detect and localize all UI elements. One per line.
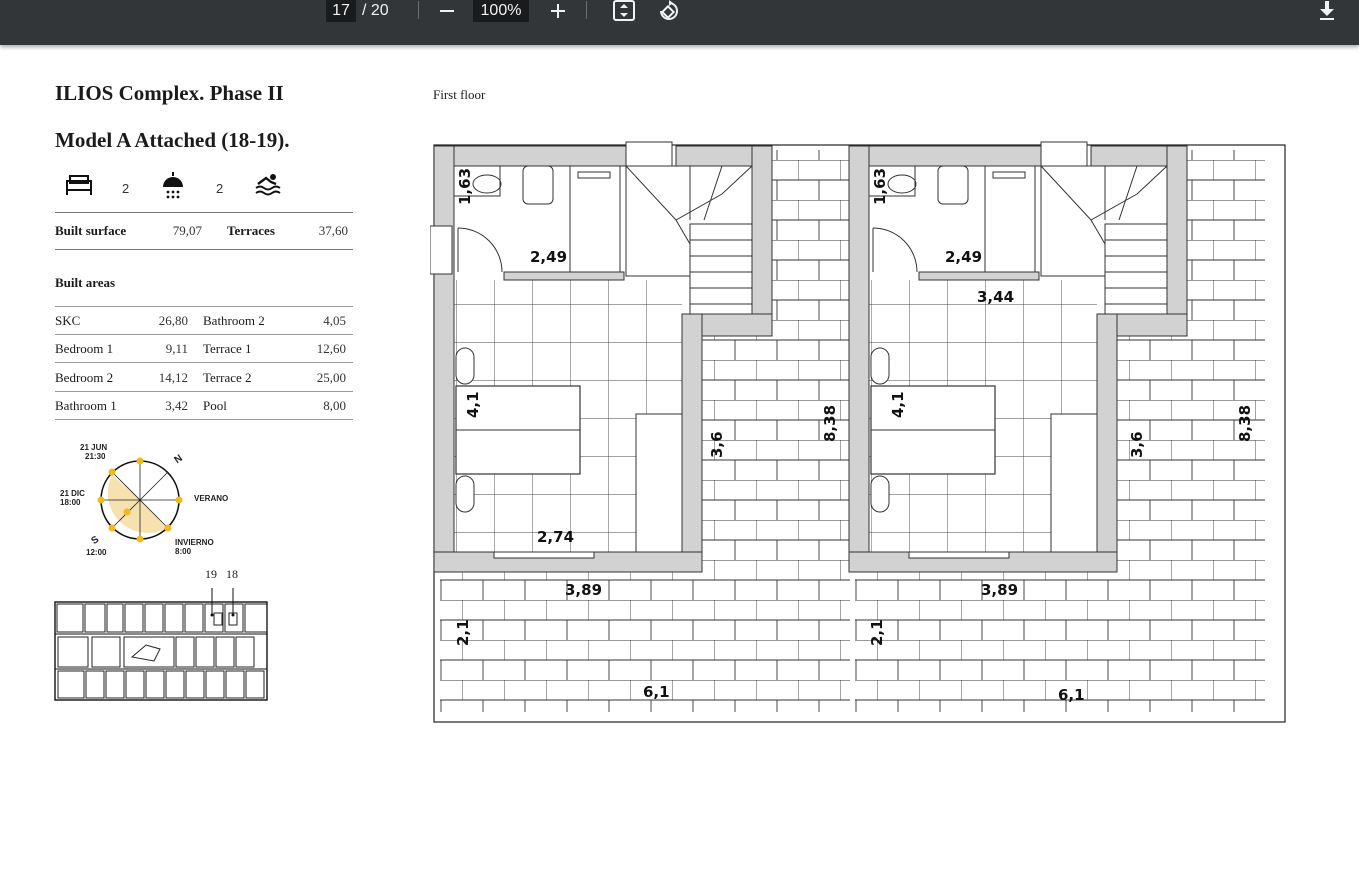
bed-icon: [64, 172, 94, 198]
sun-marker: [109, 525, 116, 532]
terraces-label: Terraces: [227, 223, 275, 238]
area-label: Bathroom 1: [55, 398, 117, 413]
area-value: 8,00: [323, 398, 346, 413]
sun-label: 21 DIC: [60, 489, 85, 498]
table-divider: [55, 334, 353, 335]
fit-page-icon: [612, 0, 636, 22]
dimension-label: 3,89: [565, 581, 603, 599]
page-total: / 20: [362, 2, 389, 19]
table-divider: [55, 362, 353, 363]
dimension-label: 6,1: [643, 683, 670, 701]
dimension-label: 1,63: [456, 167, 474, 205]
area-label: Pool: [203, 398, 227, 413]
area-value: 14,12: [158, 370, 188, 385]
dimension-label: 2,74: [537, 528, 575, 546]
north-label: N: [172, 452, 185, 467]
built-surface-value: 79,07: [172, 223, 202, 238]
zoom-out-icon: [438, 2, 456, 20]
sun-label: 21 JUN: [80, 443, 108, 452]
sun-marker: [137, 536, 144, 543]
dimension-label: 4,1: [889, 391, 907, 418]
area-label: Terrace 2: [203, 370, 252, 385]
divider: [55, 249, 353, 250]
unit-number-label: 18: [226, 567, 238, 581]
sun-marker: [124, 509, 131, 516]
area-value: 25,00: [316, 370, 346, 385]
bedrooms-count: 2: [122, 181, 130, 196]
toolbar-divider: [418, 1, 419, 19]
model-title: Model A Attached (18-19).: [55, 128, 290, 152]
dimension-label: 2,1: [868, 619, 886, 646]
pdf-toolbar: [0, 0, 1359, 45]
area-value: 4,05: [323, 313, 346, 328]
zoom-in-icon: [549, 2, 567, 20]
sun-label: 18:00: [60, 498, 81, 507]
sun-label: INVIERNO: [175, 538, 214, 547]
sun-marker: [98, 497, 105, 504]
divider: [55, 212, 353, 213]
area-label: SKC: [55, 313, 81, 328]
table-divider: [55, 306, 353, 307]
table-divider: [55, 419, 353, 420]
rotate-icon: [656, 0, 682, 23]
dimension-label: 2,49: [945, 248, 983, 266]
sun-marker: [176, 497, 183, 504]
sun-label: 8:00: [175, 547, 192, 556]
terraces-value: 37,60: [318, 223, 348, 238]
dimension-label: 6,1: [1058, 686, 1085, 704]
dimension-label: 4,1: [464, 391, 482, 418]
built-surface-label: Built surface: [55, 223, 127, 238]
area-value: 12,60: [316, 341, 346, 356]
dimension-label: 3,6: [708, 431, 726, 458]
dimension-label: 3,44: [977, 288, 1015, 306]
dimension-label: 2,1: [454, 619, 472, 646]
rotate-button[interactable]: [656, 0, 682, 22]
dimension-label: 8,38: [1236, 404, 1254, 442]
window: [430, 226, 452, 274]
download-button[interactable]: [1315, 0, 1339, 22]
complex-title: ILIOS Complex. Phase II: [55, 81, 284, 105]
floor-label: First floor: [433, 87, 486, 102]
sun-label: VERANO: [194, 494, 229, 503]
area-label: Bedroom 1: [55, 341, 114, 356]
site-plan: [54, 585, 270, 703]
sun-label: 21:30: [85, 452, 106, 461]
fit-page-button[interactable]: [612, 0, 636, 22]
south-label: S: [89, 534, 102, 547]
area-label: Bedroom 2: [55, 370, 114, 385]
dimension-label: 8,38: [821, 404, 839, 442]
zoom-in-button[interactable]: [547, 0, 569, 22]
sun-marker: [137, 458, 144, 465]
dimension-label: 2,49: [530, 248, 568, 266]
floor-plan: [430, 140, 1290, 726]
area-value: 26,80: [158, 313, 188, 328]
dimension-label: 3,6: [1128, 431, 1146, 458]
dimension-label: 1,63: [871, 167, 889, 205]
toolbar-divider: [586, 1, 587, 19]
table-divider: [55, 391, 353, 392]
built-areas-heading: Built areas: [55, 275, 116, 290]
pool-icon: [254, 172, 282, 198]
area-label: Bathroom 2: [203, 313, 265, 328]
area-value: 9,11: [165, 341, 188, 356]
zoom-input[interactable]: 100%: [473, 0, 529, 22]
sun-marker: [165, 525, 172, 532]
zoom-out-button[interactable]: [436, 0, 458, 22]
shower-icon: [159, 172, 187, 202]
bathrooms-count: 2: [216, 181, 224, 196]
area-value: 3,42: [165, 398, 188, 413]
sun-marker: [109, 469, 116, 476]
dimension-label: 3,89: [981, 581, 1019, 599]
sun-label: 12:00: [86, 548, 107, 557]
download-icon: [1317, 0, 1337, 22]
area-label: Terrace 1: [203, 341, 252, 356]
unit-number-label: 19: [205, 567, 217, 581]
page-number-input[interactable]: 17: [326, 0, 356, 22]
